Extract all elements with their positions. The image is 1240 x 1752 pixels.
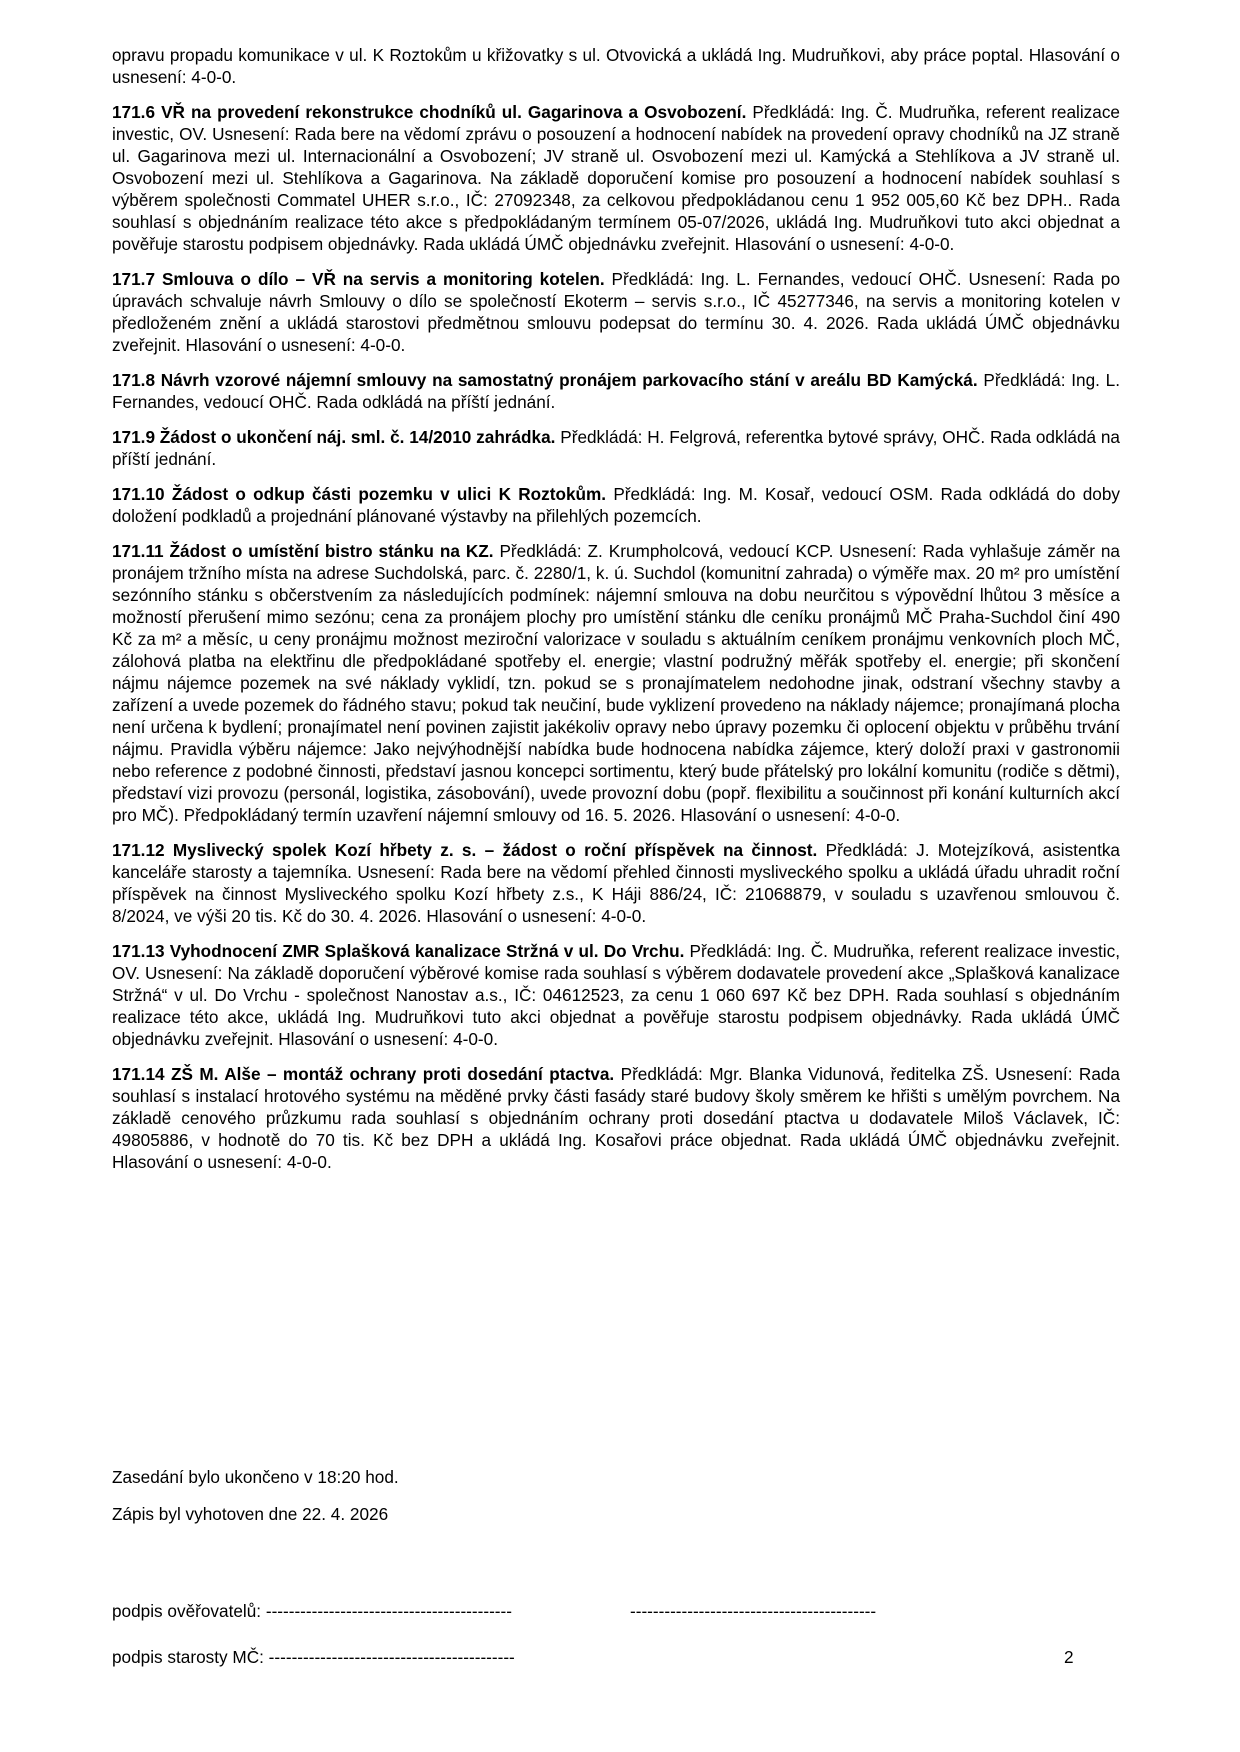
- item-heading: 171.12 Myslivecký spolek Kozí hřbety z. s. – žádost o roční příspěvek na činnost.: [112, 840, 818, 860]
- item-heading: 171.13 Vyhodnocení ZMR Splašková kanalizace Stržná v ul. Do Vrchu.: [112, 941, 685, 961]
- intro-paragraph: opravu propadu komunikace v ul. K Roztokům u křižovatky s ul. Otvovická a ukládá Ing. Mudruňkovi, aby práce poptal. Hlasování o usnesení: 4-0-0.: [112, 45, 1120, 87]
- verifiers-signature-line-1: -------------------------------------------: [265, 1601, 512, 1621]
- verifiers-signature-line-2: -------------------------------------------: [630, 1601, 877, 1621]
- item-171-12: [112, 839, 1120, 927]
- item-171-7: [112, 268, 1120, 356]
- mayor-signature-row: [112, 1646, 515, 1668]
- item-body: Předkládá: Ing. M. Kosař, vedoucí OSM. Rada odkládá do doby doložení podkladů a projednání plánované výstavby na přilehlých pozemcích.: [112, 484, 1120, 526]
- mayor-label: podpis starosty MČ:: [112, 1647, 264, 1667]
- item-171-14: [112, 1063, 1120, 1173]
- item-171-10: [112, 483, 1120, 527]
- meeting-end-note: Zasedání bylo ukončeno v 18:20 hod.: [112, 1467, 399, 1487]
- item-heading: 171.10 Žádost o odkup části pozemku v ulici K Roztokům.: [112, 484, 607, 504]
- minutes-date-note: Zápis byl vyhotoven dne 22. 4. 2026: [112, 1504, 389, 1524]
- item-body: Předkládá: Ing. L. Fernandes, vedoucí OHČ. Usnesení: Rada po úpravách schvaluje návrh Smlouvy o dílo se společností Ekoterm – servis s.r.o., IČ 45277346, na servis a monitoring kotelen v předloženém znění a ukládá starostovi předmětnou smlouvu podepsat do termínu 30. 4. 2026. Rada ukládá ÚMČ objednávku zveřejnit. Hlasování o usnesení: 4-0-0.: [112, 269, 1121, 355]
- item-body: Předkládá: Ing. L. Fernandes, vedoucí OHČ. Rada odkládá na příští jednání.: [112, 370, 1121, 412]
- item-body: Předkládá: Mgr. Blanka Vidunová, ředitelka ZŠ. Usnesení: Rada souhlasí s instalací hrotového systému na měděné prvky části fasády staré budovy školy směrem ke hřišti s umělým povrchem. Na základě cenového průzkumu rada souhlasí s objednáním ochrany proti dosedání ptactva u dodavatele Miloš Václavek, IČ: 49805886, v hodnotě do 70 tis. Kč bez DPH a ukládá Ing. Kosařovi práce objednat. Rada ukládá ÚMČ objednávku zveřejnit. Hlasování o usnesení: 4-0-0.: [112, 1064, 1120, 1172]
- item-171-6: [112, 101, 1120, 255]
- item-171-11: [112, 540, 1120, 826]
- item-heading: 171.7 Smlouva o dílo – VŘ na servis a monitoring kotelen.: [112, 269, 605, 289]
- item-body: Předkládá: Ing. Č. Mudruňka, referent realizace investic, OV. Usnesení: Rada bere na vědomí zprávu o posouzení a hodnocení nabídek na provedení opravy chodníků na JZ straně ul. Gagarinova mezi ul. Internacionální a Osvobození; JV straně ul. Osvobození mezi ul. Kamýcká a Stehlíkova a JV straně ul. Osvobození mezi ul. Stehlíkova a Gagarinova. Na základě doporučení komise pro posouzení a hodnocení nabídek souhlasí s výběrem společnosti Commatel UHER s.r.o., IČ: 27092348, za celkovou předpokládanou cenu 1 952 005,60 Kč bez DPH.. Rada souhlasí s objednáním realizace této akce s předpokládaným termínem 05-07/2026, ukládá Ing. Mudruňkovi tuto akci objednat a pověřuje starostu podpisem objednávky. Rada ukládá ÚMČ objednávku zveřejnit. Hlasování o usnesení: 4-0-0.: [112, 102, 1120, 254]
- item-heading: 171.11 Žádost o umístění bistro stánku na KZ.: [112, 541, 494, 561]
- page-number: 2: [1064, 1647, 1074, 1667]
- mayor-signature-line: -------------------------------------------: [268, 1647, 515, 1667]
- item-heading: 171.9 Žádost o ukončení náj. sml. č. 14/2010 zahrádka.: [112, 427, 556, 447]
- item-body: Předkládá: J. Motejzíková, asistentka kanceláře starosty a tajemníka. Usnesení: Rada bere na vědomí přehled činnosti mysliveckého spolku a ukládá úřadu uhradit roční příspěvek na činnost Mysliveckého spolku Kozí hřbety z.s., K Háji 886/24, IČ: 21068879, v souladu s uzavřenou smlouvou č. 8/2024, ve výši 20 tis. Kč do 30. 4. 2026. Hlasování o usnesení: 4-0-0.: [112, 840, 1120, 926]
- item-body: Předkládá: H. Felgrová, referentka bytové správy, OHČ. Rada odkládá na příští jednání.: [112, 427, 1120, 469]
- item-body: Předkládá: Z. Krumpholcová, vedoucí KCP. Usnesení: Rada vyhlašuje záměr na pronájem tržního místa na adrese Suchdolská, parc. č. 2280/1, k. ú. Suchdol (komunitní zahrada) o výměře max. 20 m² pro umístění sezónního stánku s občerstvením za následujících podmínek: nájemní smlouva na dobu neurčitou s výpovědní lhůtou 3 měsíce a možností přerušení mimo sezónu; cena za pronájem plochy pro umístění stánku dle ceníku pronájmů MČ Praha-Suchdol činí 490 Kč za m² a měsíc, u ceny pronájmu možnost meziroční valorizace v souladu s aktuálním ceníkem pronájmu venkovních ploch MČ, zálohová platba na elektřinu dle předpokládané spotřeby el. energie; vlastní podružný měřák spotřeby el. energie; při skončení nájmu nájemce pozemek na své náklady vyklidí, tzn. pokud se s pronajímatelem nedohodne jinak, odstraní všechny stavby a zařízení a uvede pozemek do řádného stavu; pokud tak neučiní, bude vyklizení provedeno na náklady nájemce; pronajímaná plocha není určena k bydlení; pronajímatel není povinen zajistit jakékoliv opravy nebo úpravy pozemku či oplocení objektu v průběhu trvání nájmu. Pravidla výběru nájemce: Jako nejvýhodnější nabídka bude hodnocena nabídka zájemce, který doloží praxi v gastronomii nebo reference z podobné činnosti, představí jasnou koncepci sortimentu, který bude přátelský pro lokální komunitu (rodiče s dětmi), představí vizi provozu (personál, logistika, zásobování), uvede provozní dobu (popř. flexibilitu a součinnost při konání kulturních akcí pro MČ). Předpokládaný termín uzavření nájemní smlouvy od 16. 5. 2026. Hlasování o usnesení: 4-0-0.: [112, 541, 1120, 825]
- item-heading: 171.8 Návrh vzorové nájemní smlouvy na samostatný pronájem parkovacího stání v areálu BD Kamýcká.: [112, 370, 978, 390]
- minutes-body: [112, 44, 1120, 1173]
- item-171-8: [112, 369, 1120, 413]
- item-171-9: [112, 426, 1120, 470]
- item-heading: 171.14 ZŠ M. Alše – montáž ochrany proti dosedání ptactva.: [112, 1064, 615, 1084]
- verifiers-signature-row: [112, 1600, 512, 1622]
- item-heading: 171.6 VŘ na provedení rekonstrukce chodníků ul. Gagarinova a Osvobození.: [112, 102, 747, 122]
- verifiers-label: podpis ověřovatelů:: [112, 1601, 262, 1621]
- item-171-13: [112, 940, 1120, 1050]
- item-body: Předkládá: Ing. Č. Mudruňka, referent realizace investic, OV. Usnesení: Na základě doporučení výběrové komise rada souhlasí s výběrem dodavatele provedení akce „Splašková kanalizace Stržná“ v ul. Do Vrchu - společnost Nanostav a.s., IČ: 04612523, za cenu 1 060 697 Kč bez DPH. Rada souhlasí s objednáním realizace této akce, ukládá Ing. Mudruňkovi tuto akci objednat a pověřuje starostu podpisem objednávky. Rada ukládá ÚMČ objednávku zveřejnit. Hlasování o usnesení: 4-0-0.: [112, 941, 1120, 1049]
